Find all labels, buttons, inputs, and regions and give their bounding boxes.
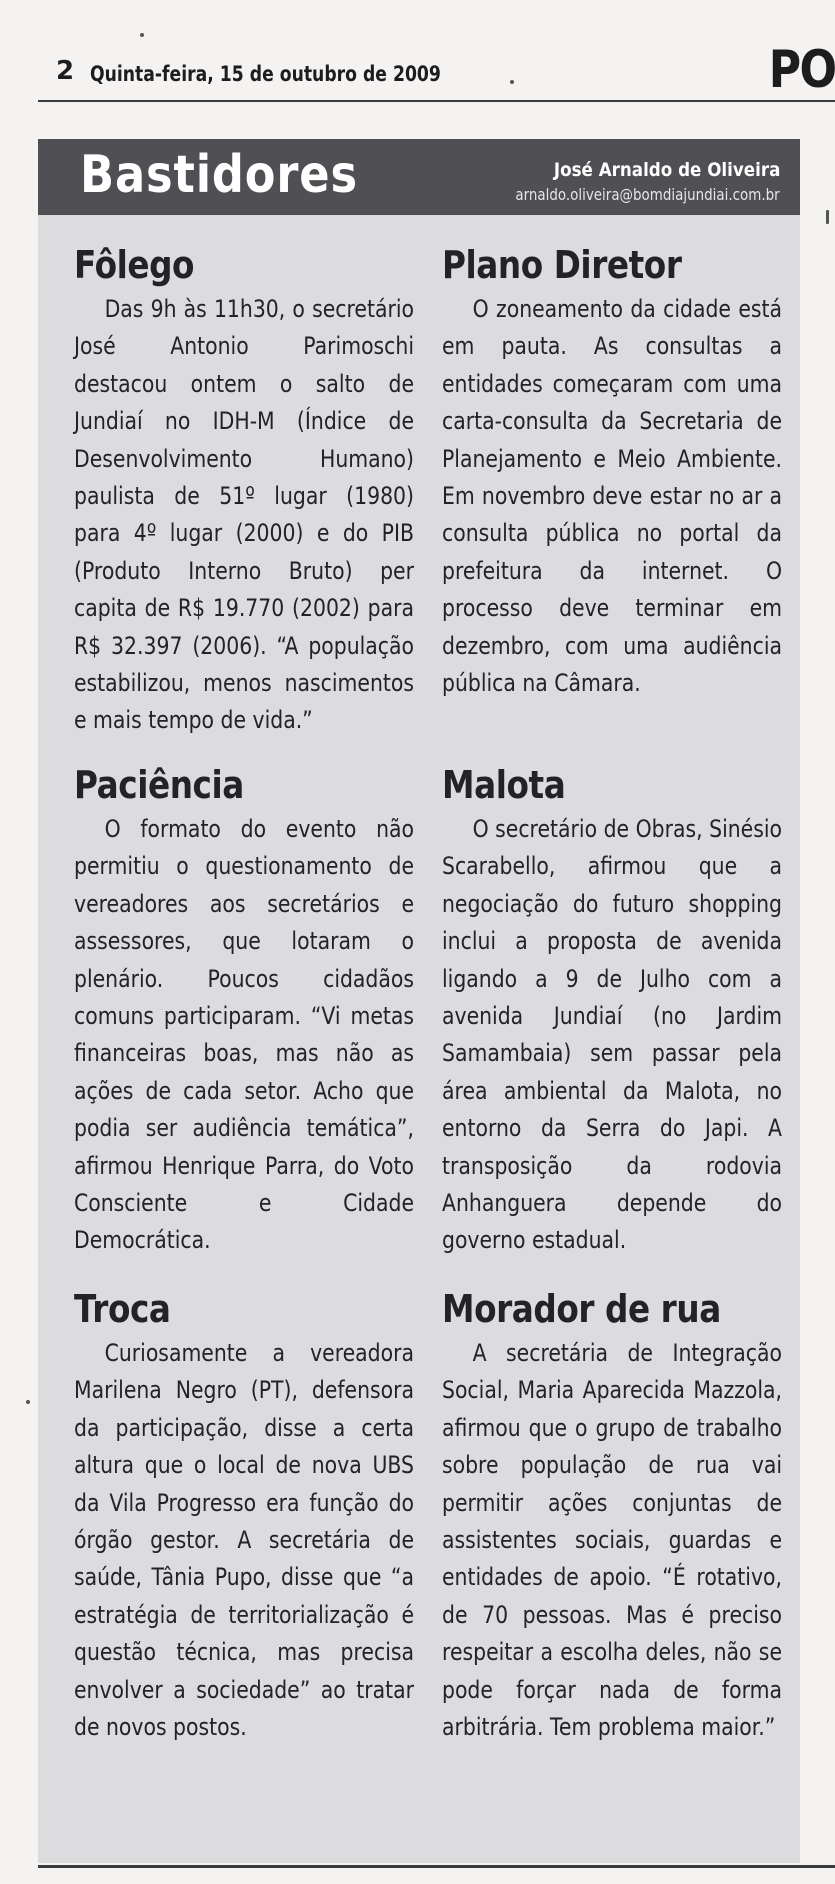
- story-title: Malota: [442, 763, 566, 807]
- story-body: Curiosamente a vereadora Marilena Negro (PT), defensora da participação, disse a certa altura que o local de nova UBS da Vila Progresso era função do órgão gestor. A secretária de saúde, Tânia Pupo, disse que “a estratégia de territorialização é questão técnica, mas precisa envolver a sociedade” ao tratar de novos postos.: [74, 1339, 414, 1742]
- story-body: O formato do evento não permitiu o questionamento de vereadores aos secretários e assessores, que lotaram o plenário. Poucos cidadãos comuns participaram. “Vi metas financeiras boas, mas não as ações de cada setor. Acho que podia ser audiência temática”, afirmou Henrique Parra, do Voto Consciente e Cidade Democrática.: [74, 815, 414, 1255]
- story-plano-diretor: [442, 243, 782, 702]
- story-body: O secretário de Obras, Sinésio Scarabello, afirmou que a negociação do futuro shopping inclui a proposta de avenida ligando a 9 de Julho com a avenida Jundiaí (no Jardim Samambaia) sem passar pela área ambiental da Malota, no entorno da Serra do Japi. A transposição da rodovia Anhanguera depende do governo estadual.: [442, 815, 782, 1255]
- story-body: Das 9h às 11h30, o secretário José Antonio Parimoschi destacou ontem o salto de Jundiaí no IDH-M (Índice de Desenvolvimento Humano) paulista de 51º lugar (1980) para 4º lugar (2000) e do PIB (Produto Interno Bruto) per capita de R$ 19.770 (2002) para R$ 32.397 (2006). “A população estabilizou, menos nascimentos e mais tempo de vida.”: [74, 295, 414, 735]
- story-folego: [74, 243, 414, 740]
- story-title: Paciência: [74, 763, 244, 807]
- page-number: 2: [56, 56, 74, 86]
- column-title: Bastidores: [80, 145, 358, 205]
- story-title: Plano Diretor: [442, 243, 682, 287]
- print-speck: [26, 1400, 30, 1404]
- print-speck: [510, 80, 514, 84]
- column-content: [38, 215, 800, 1863]
- print-speck: [140, 33, 144, 37]
- footer-divider: [38, 1865, 835, 1868]
- column-banner: [38, 139, 800, 215]
- section-name-fragment: PO: [768, 40, 835, 100]
- story-paciencia: [74, 763, 414, 1260]
- columnist-email: arnaldo.oliveira@bomdiajundiai.com.br: [515, 185, 780, 204]
- story-body: O zoneamento da cidade está em pauta. As consultas a entidades começaram com uma carta-consulta da Secretaria de Planejamento e Meio Ambiente. Em novembro deve estar no ar a consulta pública no portal da prefeitura da internet. O processo deve terminar em dezembro, com uma audiência pública na Câmara.: [442, 295, 782, 698]
- story-title: Troca: [74, 1287, 171, 1331]
- page-header: [56, 52, 518, 86]
- story-body: A secretária de Integração Social, Maria Aparecida Mazzola, afirmou que o grupo de trabalho sobre população de rua vai permitir ações conjuntas de assistentes sociais, guardas e entidades de apoio. “É rotativo, de 70 pessoas. Mas é preciso respeitar a escolha deles, não se pode forçar nada de forma arbitrária. Tem problema maior.”: [442, 1339, 782, 1742]
- story-title: Fôlego: [74, 243, 195, 287]
- header-divider: [38, 100, 835, 102]
- columnist-name: José Arnaldo de Oliveira: [553, 159, 780, 181]
- print-speck: [826, 210, 829, 224]
- story-morador-de-rua: [442, 1287, 782, 1746]
- story-title: Morador de rua: [442, 1287, 721, 1331]
- story-troca: [74, 1287, 414, 1746]
- publication-date: Quinta-feira, 15 de outubro de 2009: [89, 62, 441, 86]
- story-malota: [442, 763, 782, 1260]
